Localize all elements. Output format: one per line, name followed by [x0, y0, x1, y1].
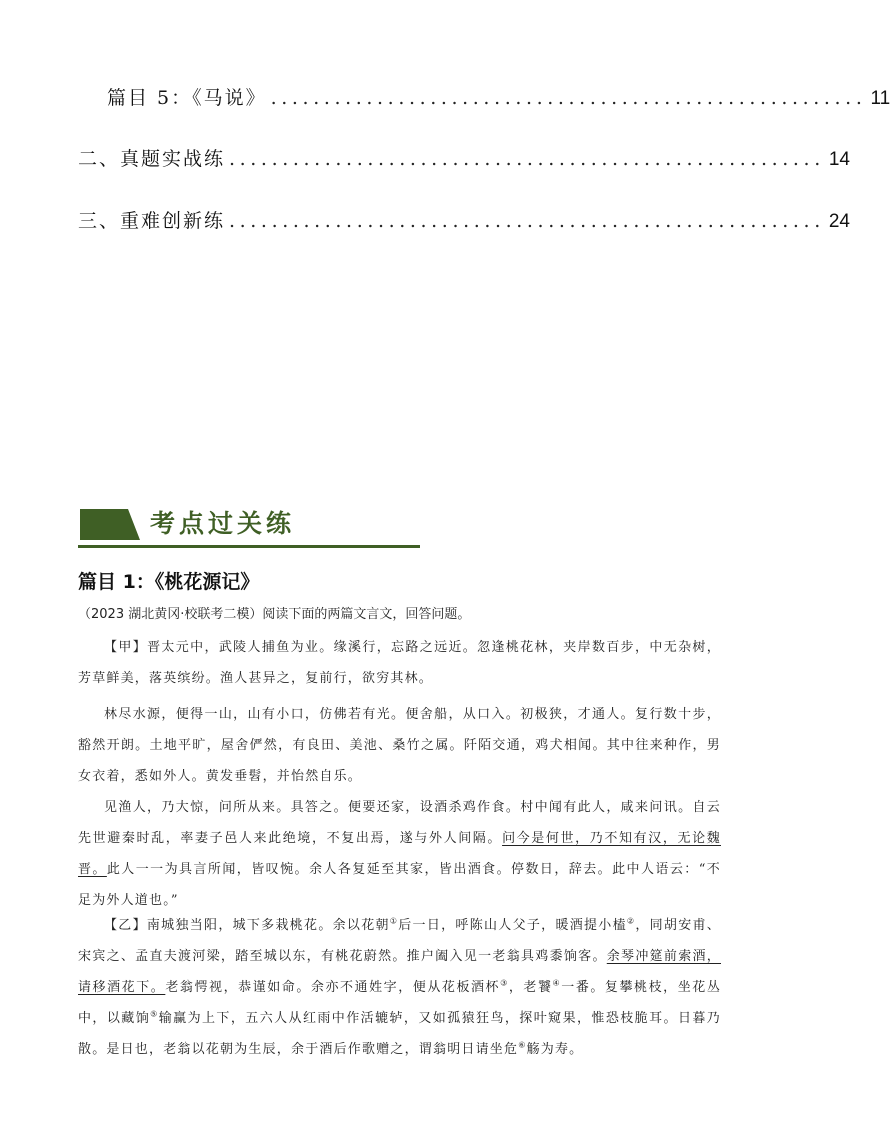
passage-yi-paragraph	[78, 910, 721, 1065]
banner-title: 考点过关练	[150, 509, 296, 538]
toc-entry-label: 篇目 5：《马说》	[107, 87, 267, 109]
toc-leader-dots: ........................................................	[229, 148, 825, 170]
underlined-sentence: 余琴冲筵前索酒，请移酒花下。	[78, 949, 721, 995]
passage-marker-yi: 【乙】	[104, 918, 147, 933]
toc-entry[interactable]	[78, 206, 850, 233]
underlined-sentence: 问今是何世，乃不知有汉，无论魏晋。	[78, 831, 721, 877]
toc-page-number: 11	[870, 88, 890, 109]
banner-shape	[80, 509, 140, 540]
footnote-marker: ③	[500, 978, 509, 988]
footnote-marker: ⑥	[518, 1040, 527, 1050]
toc-page-number: 24	[828, 211, 850, 232]
paragraph-text: 一番。复攀桃枝，坐花丛中，以藏饷	[78, 980, 722, 1026]
paragraph-text: 南城独当阳，城下多栽桃花。余以花朝	[146, 918, 390, 933]
paragraph-text: ，同胡安甫、宋宾之、孟直夫渡河梁，踏至城以东，有桃花蔚然。推户阖入见一老翁具鸡黍饷客。	[78, 918, 722, 964]
paragraph-text: 老翁愕视，恭谨如命。余亦不通姓字，便从花板酒杯	[165, 980, 501, 995]
paragraph-text: 晋太元中，武陵人捕鱼为业。缘溪行，忘路之远近。忽逢桃花林，夹岸数百步，中无杂树，芳草鲜美，落英缤纷。渔人甚异之，复前行，欲穷其林。	[78, 640, 721, 686]
passage-marker-jia: 【甲】	[104, 640, 148, 655]
question-source: （2023 湖北黄冈·校联考二模）阅读下面的两篇文言文，回答问题。	[78, 607, 471, 622]
footnote-marker: ④	[552, 978, 562, 988]
toc-entry-label: 三、重难创新练	[78, 210, 226, 232]
toc-entry[interactable]	[107, 83, 890, 110]
footnote-marker: ②	[626, 916, 636, 926]
paragraph-text: 输赢为上下，五六人从红雨中作活辘轳，又如孤猿狂鸟，探叶窥果，惟恐枝脆耳。日暮乃散。是日也，老翁以花朝为生辰，余于酒后作歌赠之，谓翁明日请坐危	[78, 1011, 721, 1057]
section-heading: 篇目 1：《桃花源记》	[78, 571, 260, 593]
paragraph-text: 后一日，呼陈山人父子，暖酒提小榼	[398, 918, 627, 933]
toc-entry-label: 二、真题实战练	[78, 148, 226, 170]
paragraph-text: 此人一一为具言所闻，皆叹惋。余人各复延至其家，皆出酒食。停数日，辞去。此中人语云：“不足为外人道也。”	[78, 862, 721, 908]
section-banner	[78, 503, 420, 549]
banner-rule	[78, 545, 420, 548]
toc-page-number: 14	[828, 149, 850, 170]
paragraph-text: 见渔人，乃大惊，问所从来。具答之。便要还家，设酒杀鸡作食。村中闻有此人，咸来问讯。自云先世避秦时乱，率妻子邑人来此绝境，不复出焉，遂与外人间隔。	[78, 800, 721, 846]
paragraph-text: 觞为寿。	[526, 1042, 584, 1057]
footnote-marker: ①	[389, 916, 399, 926]
toc-entry[interactable]	[78, 144, 850, 171]
passage-jia-paragraph-2	[78, 699, 721, 792]
paragraph-text: 林尽水源，便得一山，山有小口，仿佛若有光。便舍船，从口入。初极狭，才通人。复行数十步，豁然开朗。土地平旷，屋舍俨然，有良田、美池、桑竹之属。阡陌交通，鸡犬相闻。其中往来种作，男女衣着，悉如外人。黄发垂髫，并怡然自乐。	[78, 707, 721, 784]
paragraph-text: ，老饕	[508, 980, 553, 995]
footnote-marker: ⑤	[150, 1009, 159, 1019]
toc-leader-dots: ........................................................	[270, 87, 867, 109]
toc-leader-dots: ........................................................	[229, 210, 825, 232]
passage-jia-paragraph-1	[78, 632, 721, 694]
passage-jia-paragraph-3	[78, 792, 721, 916]
